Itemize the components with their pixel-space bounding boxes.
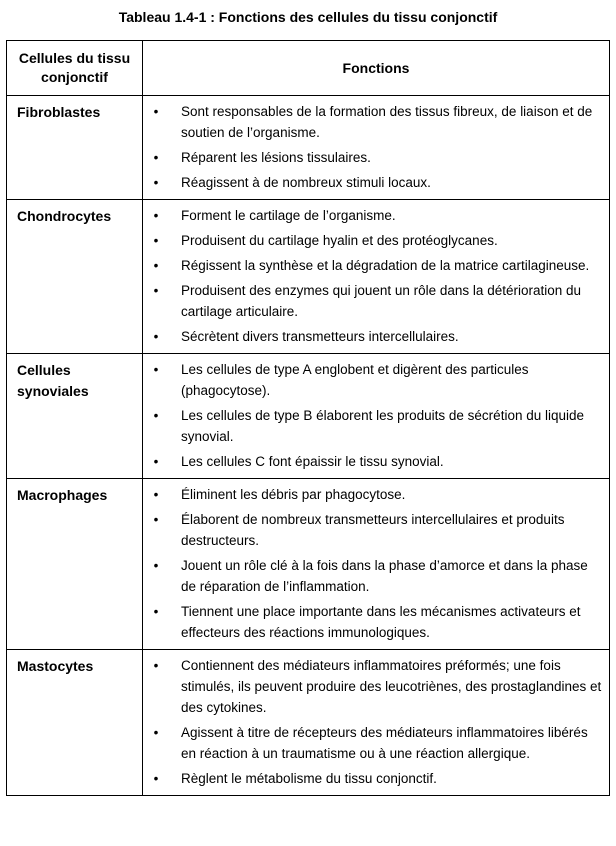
list-item xyxy=(143,326,603,347)
functions-cell xyxy=(143,96,610,200)
functions-cell xyxy=(143,200,610,354)
function-text: Réparent les lésions tissulaires. xyxy=(181,150,371,165)
table-header-row xyxy=(7,41,610,96)
function-text: Élaborent de nombreux transmetteurs intercellulaires et produits destructeurs. xyxy=(181,512,565,548)
cell-type-name: Chondrocytes xyxy=(7,200,143,354)
function-text: Jouent un rôle clé à la fois dans la phase d’amorce et dans la phase de réparation de l’inflammation. xyxy=(181,558,588,594)
list-item xyxy=(143,255,603,276)
cell-type-name: Mastocytes xyxy=(7,650,143,796)
bullet-icon: • xyxy=(153,725,159,740)
functions-list xyxy=(143,359,603,472)
bullet-icon: • xyxy=(153,408,159,423)
list-item xyxy=(143,601,603,643)
list-item xyxy=(143,172,603,193)
functions-cell xyxy=(143,479,610,650)
bullet-icon: • xyxy=(153,150,159,165)
function-text: Sont responsables de la formation des tissus fibreux, de liaison et de soutien de l’organisme. xyxy=(181,104,593,140)
function-text: Produisent des enzymes qui jouent un rôle dans la détérioration du cartilage articulaire. xyxy=(181,283,582,319)
functions-list xyxy=(143,655,603,789)
list-item xyxy=(143,205,603,226)
bullet-icon: • xyxy=(153,487,159,502)
table-row xyxy=(7,650,610,796)
cell-type-name: Cellules synoviales xyxy=(7,354,143,479)
cell-type-name: Fibroblastes xyxy=(7,96,143,200)
list-item xyxy=(143,555,603,597)
functions-table xyxy=(6,40,610,796)
list-item xyxy=(143,147,603,168)
bullet-icon: • xyxy=(153,233,159,248)
function-text: Contiennent des médiateurs inflammatoires préformés; une fois stimulés, ils peuvent produire des leucotriènes, des prostaglandines et des cytokines. xyxy=(181,658,602,715)
bullet-icon: • xyxy=(153,175,159,190)
bullet-icon: • xyxy=(153,512,159,527)
table-row xyxy=(7,96,610,200)
table-body xyxy=(7,96,610,796)
bullet-icon: • xyxy=(153,104,159,119)
functions-cell xyxy=(143,650,610,796)
function-text: Agissent à titre de récepteurs des médiateurs inflammatoires libérés en réaction à un traumatisme ou à une réaction allergique. xyxy=(181,725,588,761)
bullet-icon: • xyxy=(153,283,159,298)
list-item xyxy=(143,280,603,322)
bullet-icon: • xyxy=(153,658,159,673)
list-item xyxy=(143,405,603,447)
bullet-icon: • xyxy=(153,558,159,573)
bullet-icon: • xyxy=(153,258,159,273)
header-functions: Fonctions xyxy=(143,41,610,96)
function-text: Tiennent une place importante dans les mécanismes activateurs et effecteurs des réactions immunologiques. xyxy=(181,604,581,640)
list-item xyxy=(143,509,603,551)
function-text: Les cellules C font épaissir le tissu synovial. xyxy=(181,454,444,469)
list-item xyxy=(143,101,603,143)
list-item xyxy=(143,451,603,472)
function-text: Les cellules de type B élaborent les produits de sécrétion du liquide synovial. xyxy=(181,408,585,444)
functions-cell xyxy=(143,354,610,479)
functions-list xyxy=(143,101,603,193)
bullet-icon: • xyxy=(153,454,159,469)
bullet-icon: • xyxy=(153,771,159,786)
function-text: Forment le cartilage de l’organisme. xyxy=(181,208,396,223)
bullet-icon: • xyxy=(153,329,159,344)
list-item xyxy=(143,230,603,251)
list-item xyxy=(143,359,603,401)
bullet-icon: • xyxy=(153,208,159,223)
table-row xyxy=(7,354,610,479)
function-text: Sécrètent divers transmetteurs intercellulaires. xyxy=(181,329,459,344)
table-row xyxy=(7,200,610,354)
function-text: Produisent du cartilage hyalin et des protéoglycanes. xyxy=(181,233,498,248)
table-row xyxy=(7,479,610,650)
function-text: Réagissent à de nombreux stimuli locaux. xyxy=(181,175,431,190)
function-text: Éliminent les débris par phagocytose. xyxy=(181,487,406,502)
list-item xyxy=(143,722,603,764)
function-text: Règlent le métabolisme du tissu conjonctif. xyxy=(181,771,437,786)
functions-list xyxy=(143,484,603,643)
list-item xyxy=(143,768,603,789)
functions-list xyxy=(143,205,603,347)
bullet-icon: • xyxy=(153,362,159,377)
cell-type-name: Macrophages xyxy=(7,479,143,650)
function-text: Les cellules de type A englobent et digèrent des particules (phagocytose). xyxy=(181,362,529,398)
function-text: Régissent la synthèse et la dégradation de la matrice cartilagineuse. xyxy=(181,258,590,273)
header-cells: Cellules du tissu conjonctif xyxy=(7,41,143,96)
list-item xyxy=(143,484,603,505)
list-item xyxy=(143,655,603,718)
table-title: Tableau 1.4-1 : Fonctions des cellules du tissu conjonctif xyxy=(118,9,498,25)
bullet-icon: • xyxy=(153,604,159,619)
